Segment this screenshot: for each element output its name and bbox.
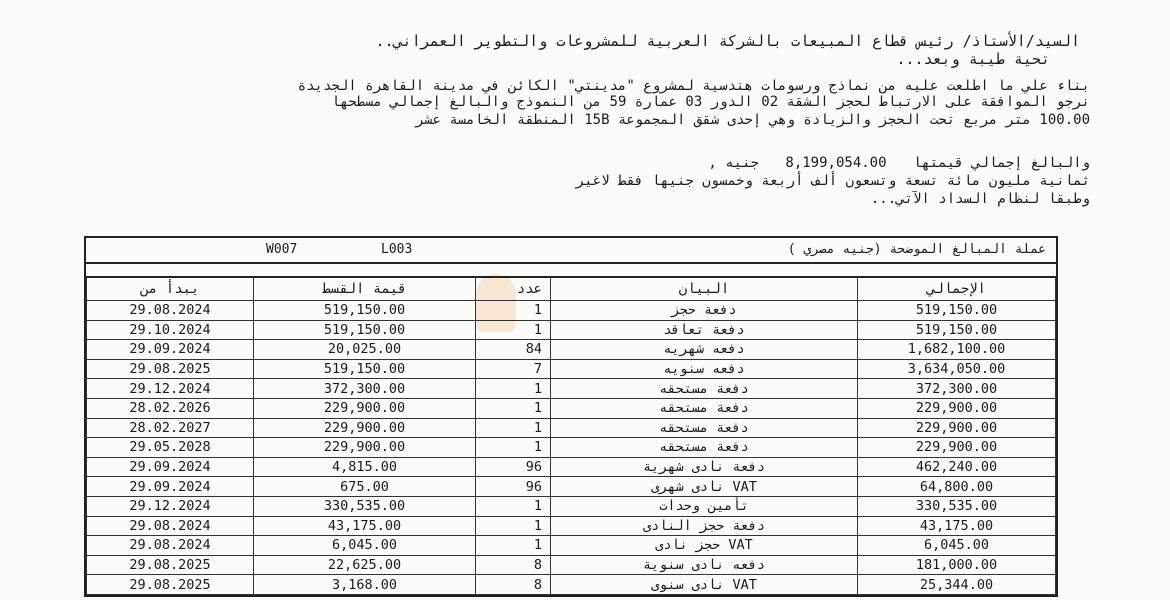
- cell-total: 64,800.00: [858, 477, 1056, 497]
- table-row: [87, 340, 1056, 360]
- cell-description: دفعة مستحقه: [551, 379, 858, 399]
- cell-installment: 330,535.00: [254, 496, 476, 516]
- cell-start: 29.08.2024: [87, 536, 254, 556]
- table-row: [87, 418, 1056, 438]
- table-row: [87, 575, 1056, 595]
- total-label: والبالغ إجمالي قيمتها: [912, 155, 1090, 171]
- cell-installment: 229,900.00: [254, 418, 476, 438]
- cell-count: 1: [476, 438, 551, 458]
- salutation: السيد/الأستاذ/ رئيس قطاع المبيعات بالشركة العربية للمشروعات والتطوير العمراني..: [375, 32, 1080, 50]
- cell-count: 1: [476, 398, 551, 418]
- cell-start: 28.02.2027: [87, 418, 254, 438]
- cell-start: 29.12.2024: [87, 496, 254, 516]
- table-row: [87, 359, 1056, 379]
- cell-description: دفعة نادى شهرية: [551, 457, 858, 477]
- cell-start: 29.08.2024: [87, 516, 254, 536]
- cell-total: 372,300.00: [858, 379, 1056, 399]
- cell-count: 1: [476, 379, 551, 399]
- cell-description: دفعة مستحقه: [551, 438, 858, 458]
- header-row: [87, 277, 1056, 301]
- cell-installment: 229,900.00: [254, 438, 476, 458]
- table-row: [87, 379, 1056, 399]
- cell-description: دفعه سنويه: [551, 359, 858, 379]
- cell-description: VAT حجز نادى: [551, 536, 858, 556]
- cell-count: 84: [476, 340, 551, 360]
- cell-description: دفعة حجز النادى: [551, 516, 858, 536]
- letter-line-3: 100.00 متر مربع تحت الحجز والزيادة وهي إحدى شقق المجموعة 15B المنطقة الخامسة عشر: [415, 112, 1090, 128]
- cell-total: 330,535.00: [858, 496, 1056, 516]
- cell-count: 1: [476, 418, 551, 438]
- table-row: [87, 438, 1056, 458]
- payment-table: [84, 236, 1058, 597]
- cell-count: 8: [476, 575, 551, 595]
- header-total: الإجمالي: [858, 277, 1056, 301]
- cell-total: 3,634,050.00: [858, 359, 1056, 379]
- cell-count: 1: [476, 496, 551, 516]
- cell-start: 29.09.2024: [87, 340, 254, 360]
- cell-description: VAT نادى شهرى: [551, 477, 858, 497]
- cell-total: 6,045.00: [858, 536, 1056, 556]
- cell-count: 1: [476, 301, 551, 321]
- cell-description: دفعة مستحقه: [551, 418, 858, 438]
- cell-start: 28.02.2026: [87, 398, 254, 418]
- cell-description: تأمين وحدات: [551, 496, 858, 516]
- cell-start: 29.08.2024: [87, 301, 254, 321]
- cell-count: 96: [476, 457, 551, 477]
- table-row: [87, 457, 1056, 477]
- cell-description: دفعه شهريه: [551, 340, 858, 360]
- table-row: [87, 496, 1056, 516]
- cell-start: 29.08.2025: [87, 359, 254, 379]
- cell-count: 7: [476, 359, 551, 379]
- cell-description: دفعه نادى سنوية: [551, 555, 858, 575]
- cell-installment: 372,300.00: [254, 379, 476, 399]
- cell-start: 29.09.2024: [87, 477, 254, 497]
- total-amount: 8,199,054.00: [785, 155, 887, 171]
- cell-total: 1,682,100.00: [858, 340, 1056, 360]
- cell-installment: 4,815.00: [254, 457, 476, 477]
- header-description: البيان: [551, 277, 858, 301]
- cell-installment: 20,025.00: [254, 340, 476, 360]
- cell-description: VAT نادى سنوى: [551, 575, 858, 595]
- greeting: تحية طيبة وبعد...: [896, 50, 1050, 68]
- cell-count: 96: [476, 477, 551, 497]
- header-installment: قيمة القسط: [254, 277, 476, 301]
- cell-total: 519,150.00: [858, 320, 1056, 340]
- table-row: [87, 516, 1056, 536]
- cell-total: 43,175.00: [858, 516, 1056, 536]
- cell-start: 29.08.2025: [87, 555, 254, 575]
- cell-total: 25,344.00: [858, 575, 1056, 595]
- table-row: [87, 536, 1056, 556]
- header-start: يبدأ من: [87, 277, 254, 301]
- total-currency: جنيه ,: [708, 155, 759, 171]
- cell-installment: 43,175.00: [254, 516, 476, 536]
- table-row: [87, 555, 1056, 575]
- cell-total: 229,900.00: [858, 438, 1056, 458]
- currency-caption: عملة المبالغ الموضحة (جنيه مصري ): [787, 242, 1046, 257]
- table-caption-row: [86, 238, 1056, 264]
- cell-start: 29.05.2028: [87, 438, 254, 458]
- unit-code-w: W007: [266, 242, 298, 257]
- letter-line-1: بناء علي ما اطلعت عليه من نماذج ورسومات هندسية لمشروع "مدينتي" الكائن في مدينة القاهرة الجديدة: [297, 78, 1090, 94]
- total-line: [708, 155, 1090, 171]
- cell-description: دفعة حجز: [551, 301, 858, 321]
- schedule-intro: وطبقا لنظام السداد الآتي...: [870, 191, 1090, 207]
- cell-installment: 519,150.00: [254, 359, 476, 379]
- cell-total: 519,150.00: [858, 301, 1056, 321]
- cell-description: دفعة تعاقد: [551, 320, 858, 340]
- cell-count: 1: [476, 536, 551, 556]
- table-row: [87, 301, 1056, 321]
- cell-installment: 3,168.00: [254, 575, 476, 595]
- table-row: [87, 320, 1056, 340]
- cell-start: 29.08.2025: [87, 575, 254, 595]
- cell-installment: 6,045.00: [254, 536, 476, 556]
- cell-total: 229,900.00: [858, 398, 1056, 418]
- unit-code-l: L003: [381, 242, 413, 257]
- cell-total: 462,240.00: [858, 457, 1056, 477]
- table-row: [87, 477, 1056, 497]
- cell-total: 229,900.00: [858, 418, 1056, 438]
- total-words: ثمانية مليون مائة تسعة وتسعون ألف أربعة وخمسون جنيها فقط لاغير: [575, 173, 1090, 189]
- cell-installment: 675.00: [254, 477, 476, 497]
- schedule-grid: [86, 276, 1056, 595]
- cell-start: 29.09.2024: [87, 457, 254, 477]
- table-row: [87, 398, 1056, 418]
- cell-installment: 519,150.00: [254, 320, 476, 340]
- header-count: عدد: [476, 277, 551, 301]
- cell-count: 8: [476, 555, 551, 575]
- cell-installment: 519,150.00: [254, 301, 476, 321]
- cell-installment: 22,625.00: [254, 555, 476, 575]
- cell-installment: 229,900.00: [254, 398, 476, 418]
- cell-total: 181,000.00: [858, 555, 1056, 575]
- letter-line-2: نرجو الموافقة على الارتباط لحجز الشقة 02 الدور 03 عمارة 59 من النموذج والبالغ إجمالي مسطحها: [331, 94, 1090, 110]
- cell-start: 29.12.2024: [87, 379, 254, 399]
- cell-count: 1: [476, 320, 551, 340]
- cell-description: دفعة مستحقه: [551, 398, 858, 418]
- cell-count: 1: [476, 516, 551, 536]
- cell-start: 29.10.2024: [87, 320, 254, 340]
